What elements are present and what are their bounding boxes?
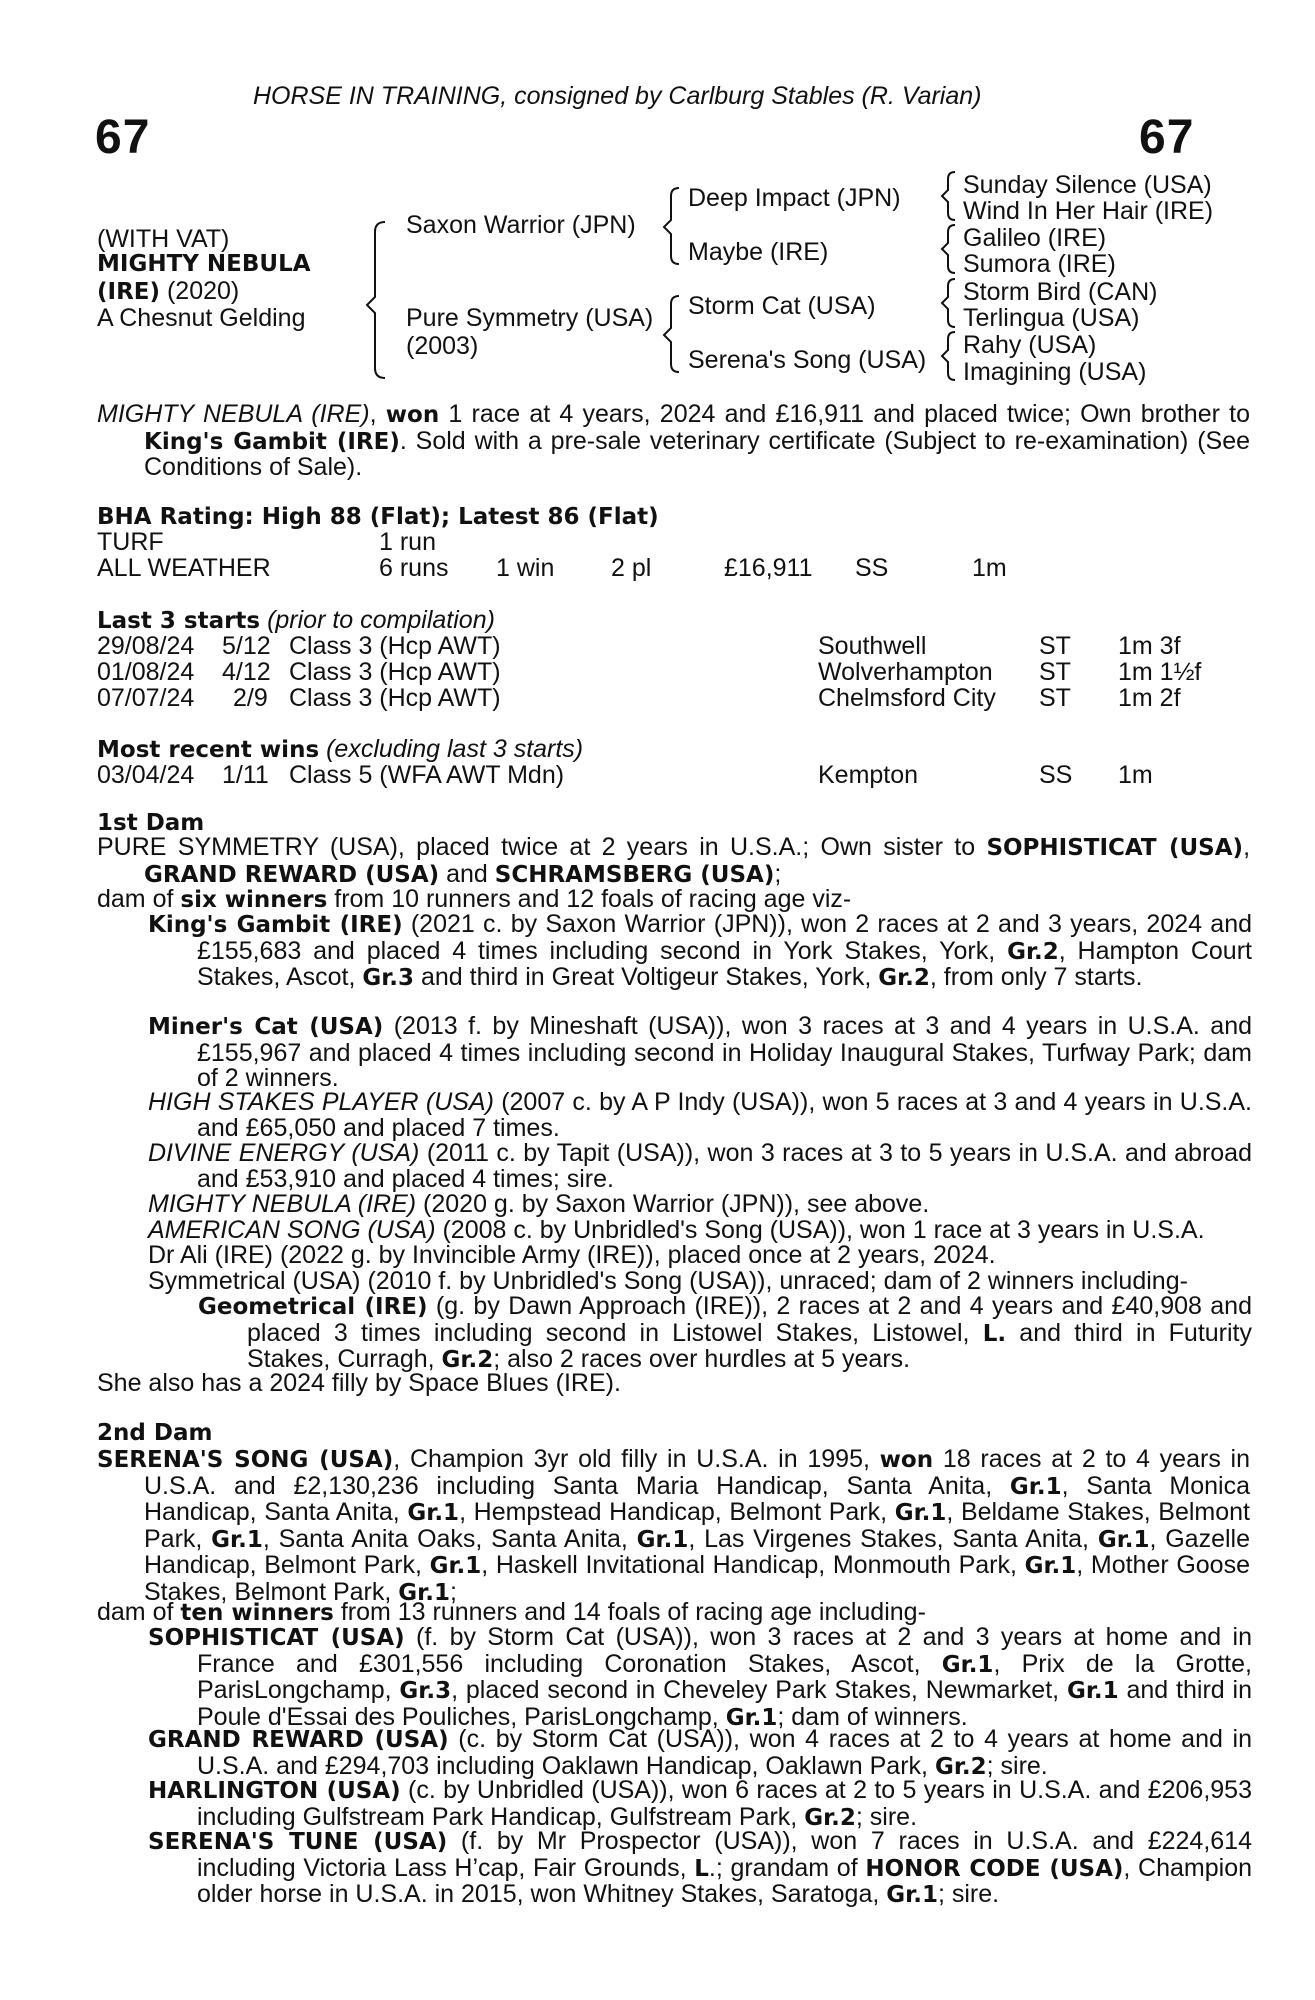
horse-country: (IRE) [97,279,161,305]
list-item [148,1014,1252,1092]
start-position: 5/12 [222,632,271,660]
text: 18 races at 2 to 4 years in U.S.A. and £2,130,236 including Santa Maria Handicap, Santa Anita, [144,1445,1251,1500]
text: , Beldame Stakes, Belmont Park, [144,1498,1250,1553]
win-going: SS [1039,761,1073,789]
text: from 10 runners and 12 foals of racing age viz- [327,885,852,913]
grade: Gr.1 [636,1526,689,1553]
progeny-name: DIVINE ENERGY (USA) [148,1139,420,1167]
text: ; sire. [986,1751,1048,1780]
text: , Santa Monica Handicap, Santa Anita, [144,1471,1250,1526]
start-distance: 1m 1½f [1118,658,1202,686]
grade: Gr.1 [398,1579,450,1606]
win-date: 03/04/24 [97,761,195,789]
text: (2011 c. by Tapit (USA)), won 3 races at 3 to 5 years in U.S.A. and abroad and £53,910 and placed 4 times; sire. [197,1139,1252,1193]
grade: Gr.1 [1009,1473,1062,1500]
grade: L [694,1855,709,1882]
horse-name: MIGHTY NEBULA [97,251,311,277]
start-going: ST [1039,632,1071,660]
text: ; dam of winners. [777,1702,968,1731]
sibling-name: GRAND REWARD (USA) [144,861,440,888]
progeny-name: Geometrical (IRE) [198,1294,428,1320]
list-item [148,1625,1252,1731]
text: , Hampton Court Stakes, Ascot, [197,936,1252,991]
aw-placed: 2 pl [611,554,652,582]
progeny-name: AMERICAN SONG (USA) [148,1216,436,1244]
progeny-name: MIGHTY NEBULA (IRE) [148,1190,417,1218]
bha-rating: BHA Rating: High 88 (Flat); Latest 86 (Flat) [97,504,659,530]
grade: Gr.1 [1097,1526,1150,1553]
text: , Mother Goose Stakes, Belmont Park, [144,1551,1250,1606]
winners-count: ten winners [180,1600,334,1626]
list-item [148,1141,1252,1192]
aw-prize-money: £16,911 [724,554,813,582]
text: ; sire. [855,1802,918,1831]
lot-number-right: 67 [1139,111,1195,164]
winners-count: six winners [180,887,328,913]
grade: Gr.1 [894,1500,947,1526]
ancestor-2: Wind In Her Hair (IRE) [963,197,1214,225]
grade: Gr.1 [407,1500,460,1526]
text: (c. by Unbridled (USA)), won 6 races at 2 to 5 years in U.S.A. and £206,953 including Gulfstream Park Handicap, Gulfstream Park, [197,1776,1252,1831]
grade: Gr.2 [934,1753,987,1780]
text: , Las Virgenes Stakes, Santa Anita, [688,1524,1098,1553]
win-position: 1/11 [222,761,269,789]
progeny-name: SOPHISTICAT (USA) [148,1625,405,1651]
start-date: 29/08/24 [97,632,195,660]
first-dam-paragraph [97,835,1250,888]
win-distance: 1m [1118,761,1153,789]
start-distance: 1m 2f [1118,684,1181,712]
recent-wins-heading [97,737,583,763]
grade: Gr.3 [362,965,415,991]
start-going: ST [1039,684,1071,712]
race-summary: MIGHTY NEBULA (IRE), won 1 race at 4 years, 2024 and £16,911 and placed twice; Own brother to King's Gambit (IRE). Sold with a pre-sale veterinary certificate (Subject to re-examination) (See Conditions of Sale). [97,400,1250,481]
text: , Prix de la Grotte, ParisLongchamp, [197,1649,1252,1704]
horse-year: (2020) [166,277,240,305]
text: and third in Futurity Stakes, Curragh, [247,1318,1253,1373]
grade: Gr.1 [1066,1678,1119,1704]
start-course: Southwell [818,632,927,660]
progeny-name: SERENA'S TUNE (USA) [148,1829,448,1855]
text: and third in Great Voltigeur Stakes, York, [414,963,879,991]
text: , Champion 3yr old filly in U.S.A. in 1995, [393,1445,880,1473]
text: , from only 7 starts. [929,963,1143,991]
text: PURE SYMMETRY (USA), placed twice at 2 years in U.S.A.; Own sister to [97,833,987,861]
text: (2013 f. by Mineshaft (USA)), won 3 races at 3 and 4 years in U.S.A. and £155,967 and placed 4 times including second in Holiday Inaugural Stakes, Turfway Park; dam of 2 winners. [197,1012,1253,1092]
grade: Gr.1 [211,1526,263,1553]
text: (g. by Dawn Approach (IRE)), 2 races at 2 and 4 years and £40,908 and placed 3 times including second in Listowel Stakes, Listowel, [247,1292,1252,1347]
text: , Champion older horse in U.S.A. in 2015, won Whitney Stakes, Saratoga, [197,1853,1252,1908]
dam-name: SERENA'S SONG (USA) [97,1447,394,1473]
start-distance: 1m 3f [1118,632,1181,660]
grade: Gr.2 [804,1804,856,1831]
recent-wins-note: (excluding last 3 starts) [326,735,584,763]
list-item [148,1090,1252,1141]
dam-dam: Serena's Song (USA) [688,346,927,374]
sire-sire: Deep Impact (JPN) [688,184,901,212]
text: and third in Poule d'Essai des Pouliches, ParisLongchamp, [197,1676,1252,1731]
last3-title: Last 3 starts [97,608,261,634]
text: , Santa Anita Oaks, Santa Anita, [262,1524,637,1553]
last3-heading [97,608,495,634]
progeny-name: Miner's Cat (USA) [148,1014,384,1040]
won-label: won [879,1447,934,1473]
page-header: HORSE IN TRAINING, consigned by Carlburg Stables (R. Varian) [253,82,982,110]
vat-note: (WITH VAT) [97,225,230,253]
lot-number-left: 67 [95,111,151,164]
list-item [148,1218,1205,1243]
summary-brother: King's Gambit (IRE) [144,428,400,455]
grade: Gr.1 [429,1553,482,1579]
text: dam of [97,885,181,913]
grade: Gr.2 [1007,938,1059,965]
second-dam-heading: 2nd Dam [97,1420,213,1446]
text: .; grandam of [708,1853,866,1882]
summary-won: won [385,402,440,428]
first-dam-note: She also has a 2024 filly by Space Blues (IRE). [97,1369,621,1397]
start-date: 07/07/24 [97,684,195,712]
summary-horse-name: MIGHTY NEBULA (IRE) [97,400,370,428]
start-course: Wolverhampton [818,658,993,686]
grade: L. [982,1320,1007,1347]
text: ; [774,859,782,888]
horse-description: A Chesnut Gelding [97,304,306,332]
grade: Gr.1 [941,1651,994,1678]
ancestor-5: Storm Bird (CAN) [963,278,1158,306]
ancestor-4: Sumora (IRE) [963,250,1116,278]
text: (2007 c. by A P Indy (USA)), won 5 races at 3 and 4 years in U.S.A. and £65,050 and placed 7 times. [197,1088,1253,1142]
dam-sire: Storm Cat (USA) [688,292,876,320]
grade: Gr.1 [725,1704,778,1731]
first-dam-heading: 1st Dam [97,810,205,836]
text: , Haskell Invitational Handicap, Monmouth Park, [481,1551,1025,1579]
grade: Gr.2 [441,1347,494,1373]
dam: Pure Symmetry (USA) [406,304,654,332]
start-going: ST [1039,658,1071,686]
text: ; sire. [937,1880,1000,1908]
ancestor-6: Terlingua (USA) [963,304,1140,332]
dam-year: (2003) [406,332,479,360]
start-race: Class 3 (Hcp AWT) [289,632,501,660]
turf-runs: 1 run [379,528,436,556]
text: , Hempstead Handicap, Belmont Park, [459,1498,895,1526]
list-item [148,1727,1252,1780]
text: , [1243,833,1251,861]
grade: Gr.1 [1024,1553,1077,1579]
sibling-name: SCHRAMSBERG (USA) [494,861,775,888]
text: , placed second in Cheveley Park Stakes, Newmarket, [451,1676,1067,1704]
progeny-name: HONOR CODE (USA) [865,1855,1124,1882]
recent-wins-title: Most recent wins [97,737,320,763]
start-position: 2/9 [233,684,268,712]
text: and [439,859,495,888]
grade: Gr.3 [399,1678,452,1704]
text: from 13 runners and 14 foals of racing age including- [333,1598,926,1626]
win-course: Kempton [818,761,919,789]
win-race: Class 5 (WFA AWT Mdn) [289,761,565,789]
aw-distance: 1m [972,554,1007,582]
start-position: 4/12 [222,658,271,686]
aw-runs: 6 runs [379,554,449,582]
aw-label: ALL WEATHER [97,554,271,582]
text: , Gazelle Handicap, Belmont Park, [144,1524,1251,1579]
list-item [148,912,1252,992]
sire-dam: Maybe (IRE) [688,238,829,266]
summary-text: 1 race at 4 years, 2024 and £16,911 and placed twice; Own brother to [439,400,1250,428]
aw-going: SS [855,554,889,582]
text: ; also 2 races over hurdles at 5 years. [493,1345,911,1373]
turf-label: TURF [97,528,164,556]
progeny-name: GRAND REWARD (USA) [148,1727,449,1753]
start-race: Class 3 (Hcp AWT) [289,658,501,686]
list-item: Symmetrical (USA) (2010 f. by Unbridled's Song (USA)), unraced; dam of 2 winners including- [148,1267,1188,1295]
text: (c. by Storm Cat (USA)), won 4 races at 2 to 4 years at home and in U.S.A. and £294,703 including Oaklawn Handicap, Oaklawn Park, [197,1725,1252,1780]
summary-text-2: . Sold with a pre-sale veterinary certificate (Subject to re-examination) (See Conditions of Sale). [144,426,1250,481]
last3-note: (prior to compilation) [267,606,495,634]
text: (f. by Storm Cat (USA)), won 3 races at 2 and 3 years at home and in France and £301,556 including Coronation Stakes, Ascot, [197,1623,1253,1678]
ancestor-1: Sunday Silence (USA) [963,171,1212,199]
progeny-name: King's Gambit (IRE) [148,912,403,938]
aw-wins: 1 win [496,554,555,582]
list-item [198,1294,1252,1374]
grade: Gr.1 [886,1882,938,1908]
sibling-name: SOPHISTICAT (USA) [986,835,1244,861]
ancestor-8: Imagining (USA) [963,358,1147,386]
progeny-name: HIGH STAKES PLAYER (USA) [148,1088,494,1116]
list-item [148,1829,1252,1909]
start-race: Class 3 (Hcp AWT) [289,684,501,712]
text: dam of [97,1598,181,1626]
list-item: Dr Ali (IRE) (2022 g. by Invincible Army (IRE)), placed once at 2 years, 2024. [148,1241,996,1269]
text: (2020 g. by Saxon Warrior (JPN)), see above. [416,1190,930,1218]
text: (2008 c. by Unbridled's Song (USA)), won 1 race at 3 years in U.S.A. [435,1216,1205,1244]
second-dam-paragraph [97,1447,1250,1606]
ancestor-3: Galileo (IRE) [963,224,1107,252]
ancestor-7: Rahy (USA) [963,331,1097,359]
text: (f. by Mr Prospector (USA)), won 7 races in U.S.A. and £224,614 including Victoria Lass H’cap, Fair Grounds, [197,1827,1252,1882]
text: ; [449,1577,457,1606]
sire: Saxon Warrior (JPN) [406,211,636,239]
start-course: Chelmsford City [818,684,996,712]
list-item [148,1192,929,1217]
list-item [148,1778,1252,1831]
grade: Gr.2 [878,965,930,991]
start-date: 01/08/24 [97,658,195,686]
text: (2021 c. by Saxon Warrior (JPN)), won 2 races at 2 and 3 years, 2024 and £155,683 and placed 4 times including second in York Stakes, York, [197,910,1252,965]
progeny-name: HARLINGTON (USA) [148,1778,401,1804]
